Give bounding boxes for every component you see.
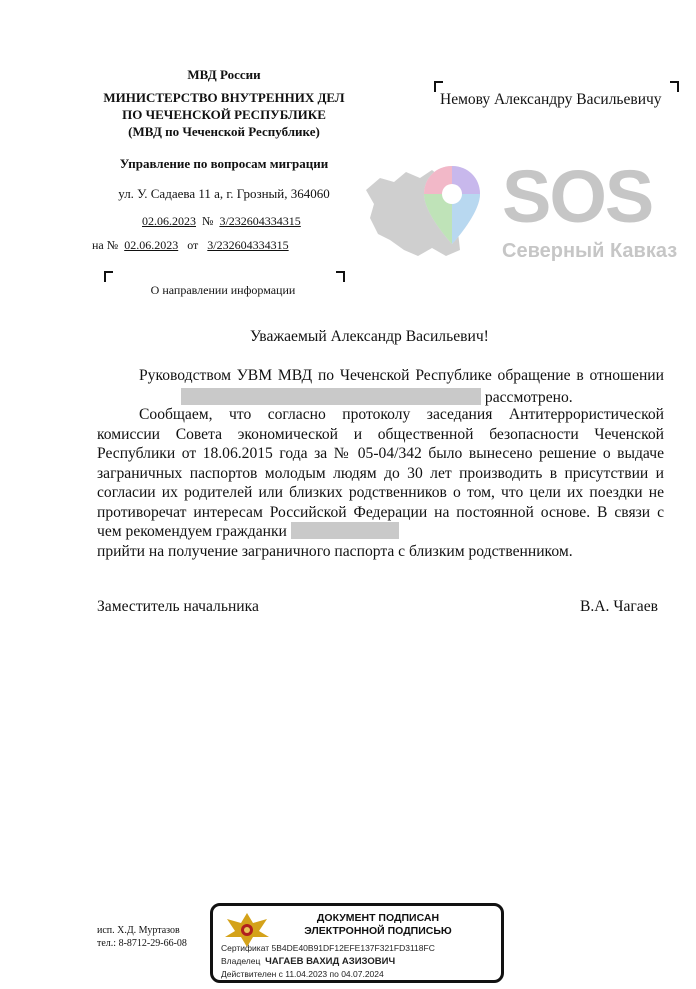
subject-corner-left xyxy=(104,271,113,282)
redacted-name-1 xyxy=(181,388,481,405)
ministry-line-2: ПО ЧЕЧЕНСКОЙ РЕСПУБЛИКЕ xyxy=(122,107,326,122)
paragraph-1-tail xyxy=(181,388,573,408)
org-short: МВД России xyxy=(187,67,261,82)
executor-name: исп. Х.Д. Муртазов xyxy=(97,925,180,936)
certificate-label: Сертификат xyxy=(221,943,270,953)
executor xyxy=(97,924,187,950)
reply-reg xyxy=(92,238,289,253)
subject-corner-right xyxy=(336,271,345,282)
ministry-line-1: МИНИСТЕРСТВО ВНУТРЕННИХ ДЕЛ xyxy=(103,90,345,105)
outgoing-number: 3/232604334315 xyxy=(219,214,301,228)
owner-value: ЧАГАЕВ ВАХИД АЗИЗОВИЧ xyxy=(265,956,396,967)
paragraph-2-text: Сообщаем, что согласно протоколу заседания Антитеррористической комиссии Совета экономической и общественной безопасности Чеченской Республики от 18.06.2015 года за № 05-04/342 было вынесено решение о выдаче заграничных паспортов молодым людям до 30 лет производить в присутствии и согласии их родителей или близких родственников о том, что цели их поездки не противоречат интересам Российской Федерации на постоянной основе. В связи с чем рекомендуем гражданки xyxy=(97,406,664,540)
stamp-title-line-1: ДОКУМЕНТ ПОДПИСАН xyxy=(316,912,440,924)
watermark-region: Северный Кавказ xyxy=(502,240,678,262)
paragraph-3: прийти на получение заграничного паспорта с близким родственником. xyxy=(97,542,573,560)
recipient: Немову Александру Васильевичу xyxy=(440,91,662,108)
signature-position: Заместитель начальника xyxy=(97,598,259,615)
e-signature-stamp xyxy=(210,903,504,983)
stamp-title-line-2: ЭЛЕКТРОННОЙ ПОДПИСЬЮ xyxy=(304,925,452,937)
paragraph-2 xyxy=(97,405,664,542)
certificate-value: 5B4DE40B91DF12EFE137F321FD3118FC xyxy=(271,943,435,953)
outgoing-date: 02.06.2023 xyxy=(142,214,196,228)
owner-label: Владелец xyxy=(221,956,261,966)
paragraph-1-end: рассмотрено. xyxy=(484,389,573,406)
redacted-name-2 xyxy=(291,522,399,539)
stamp-title xyxy=(273,912,483,938)
subject: О направлении информации xyxy=(150,283,296,297)
recipient-corner-right xyxy=(670,81,679,92)
paragraph-1-line-1 xyxy=(97,366,664,386)
in-reply-prefix: на № xyxy=(92,238,119,252)
number-sign: № xyxy=(202,214,214,228)
watermark-brand: SOS xyxy=(502,155,653,238)
reply-date: 02.06.2023 xyxy=(124,238,179,252)
signature-name: В.А. Чагаев xyxy=(580,598,659,615)
stamp-certificate xyxy=(221,943,435,953)
stamp-validity: Действителен с 11.04.2023 по 04.07.2024 xyxy=(221,969,384,979)
letter-body xyxy=(97,366,664,561)
reply-number: 3/232604334315 xyxy=(207,238,289,252)
outgoing-reg xyxy=(142,214,301,229)
address: ул. У. Садаева 11 а, г. Грозный, 364060 xyxy=(118,186,330,201)
paragraph-1-start: Руководством УВМ МВД по Чеченской Республике обращение в отношении xyxy=(139,367,664,384)
stamp-owner xyxy=(221,956,395,967)
executor-phone: тел.: 8-8712-29-66-08 xyxy=(97,938,187,949)
ministry-line-3: (МВД по Чеченской Республике) xyxy=(128,124,320,139)
department: Управление по вопросам миграции xyxy=(119,156,329,171)
salutation: Уважаемый Александр Васильевич! xyxy=(250,328,489,345)
map-watermark xyxy=(360,160,500,270)
from-word: от xyxy=(187,238,199,252)
